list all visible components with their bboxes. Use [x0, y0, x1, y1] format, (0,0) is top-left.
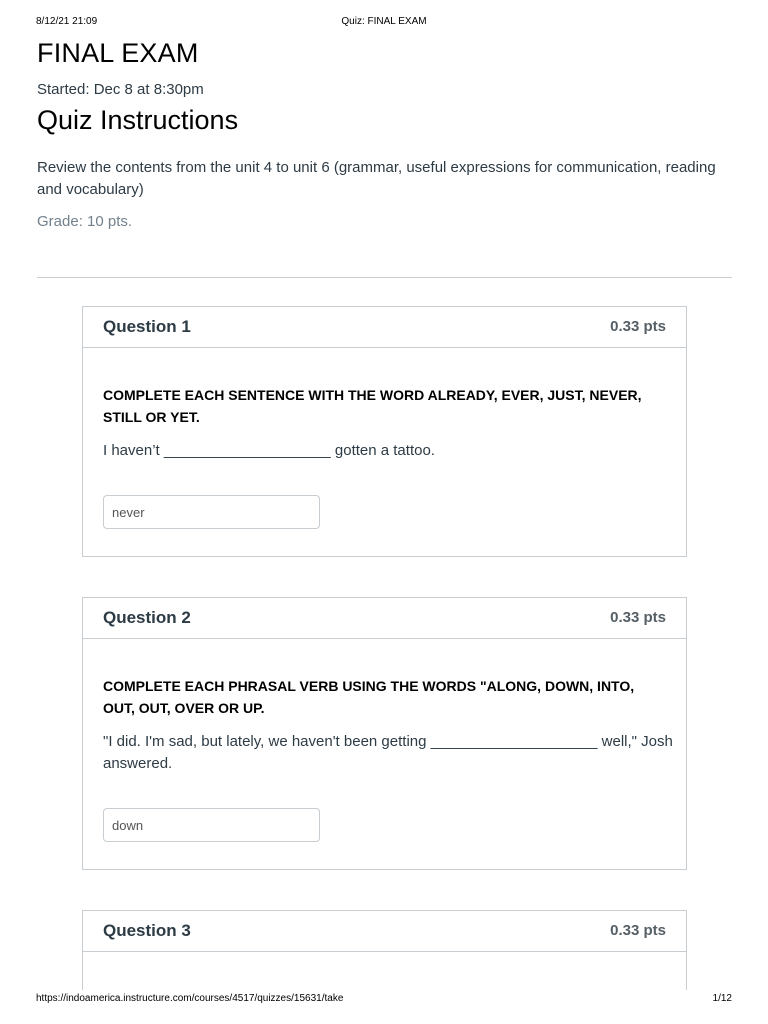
instructions-title: Quiz Instructions — [37, 105, 239, 135]
question-points: 0.33 pts — [610, 609, 666, 626]
question-title: Question 1 — [103, 317, 191, 336]
question-instruction: COMPLETE EACH SENTENCE WITH THE WORD ALREADY, EVER, JUST, NEVER, STILL OR YET. — [103, 387, 642, 425]
question-header — [83, 911, 686, 952]
question-title: Question 2 — [103, 608, 191, 627]
started-timestamp: Started: Dec 8 at 8:30pm — [37, 81, 204, 98]
question-header — [83, 307, 686, 348]
question-points: 0.33 pts — [610, 318, 666, 335]
instructions-text: Review the contents from the unit 4 to unit 6 (grammar, useful expressions for communication, reading and vocabulary) — [37, 159, 716, 198]
answer-input[interactable]: down — [103, 808, 320, 842]
question-instruction: COMPLETE EACH PHRASAL VERB USING THE WORDS "ALONG, DOWN, INTO, OUT, OUT, OVER OR UP. — [103, 678, 635, 716]
question-card — [82, 910, 687, 990]
question-title: Question 3 — [103, 921, 191, 940]
print-footer — [36, 993, 732, 1007]
question-card — [82, 306, 687, 557]
print-page-title: Quiz: FINAL EXAM — [341, 16, 427, 27]
question-text: I haven’t ____________________ gotten a tattoo. — [103, 442, 435, 459]
grade-label: Grade: 10 pts. — [37, 213, 133, 230]
section-divider — [37, 277, 732, 278]
print-datetime: 8/12/21 21:09 — [36, 16, 98, 27]
question-card — [82, 597, 687, 870]
print-header — [36, 16, 732, 30]
answer-input[interactable]: never — [103, 495, 320, 529]
question-header — [83, 598, 686, 639]
question-text: "I did. I'm sad, but lately, we haven't been getting ____________________ well," Josh answered. — [103, 733, 673, 772]
page-url: https://indoamerica.instructure.com/courses/4517/quizzes/15631/take — [36, 993, 344, 1004]
exam-title: FINAL EXAM — [37, 38, 199, 68]
page-number: 1/12 — [712, 993, 732, 1004]
question-points: 0.33 pts — [610, 922, 666, 939]
